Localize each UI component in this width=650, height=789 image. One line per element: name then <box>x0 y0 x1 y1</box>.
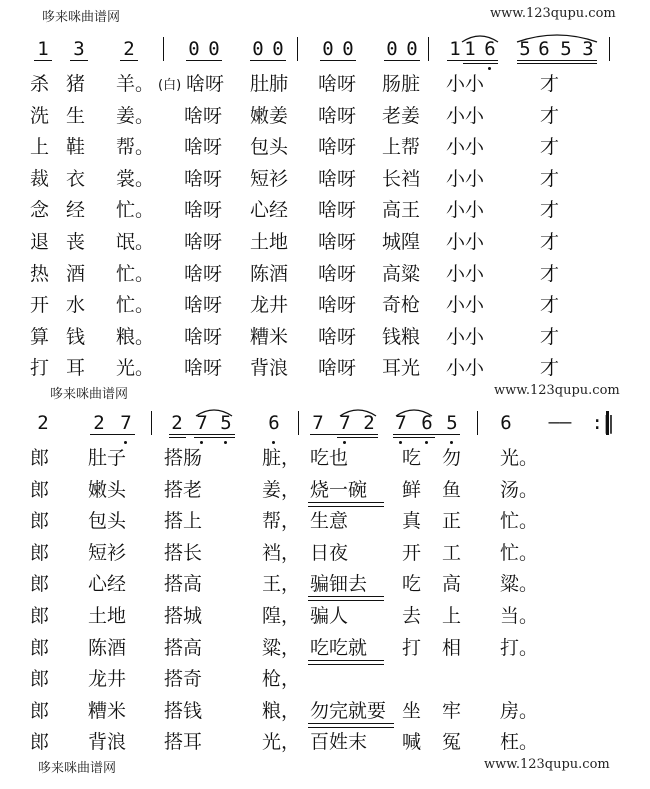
lyric-syllable: 郎 <box>30 668 50 691</box>
lyric-syllable: 糟米 <box>250 325 289 348</box>
lyric-syllable: 肠脏 <box>382 73 421 95</box>
lyric-syllable: 喊 <box>402 731 422 754</box>
lyric-syllable: 光。 <box>116 357 155 380</box>
lyric-syllable: 啥呀 <box>318 199 357 222</box>
lyric-syllable: 啥呀 <box>318 294 357 317</box>
watermark-left-middle: 哆来咪曲谱网 <box>50 387 129 402</box>
lyric-syllable: 鲜 <box>402 478 422 501</box>
lyric-syllable: 郎 <box>30 510 50 533</box>
lyric-syllable: 心经 <box>88 573 127 596</box>
barline <box>163 37 164 61</box>
beam-underline <box>393 437 435 438</box>
lyric-line <box>0 321 650 353</box>
lyric-syllable: 吃吃就 <box>310 636 368 659</box>
note: 5 <box>220 412 232 434</box>
lyric-syllable: 汤。 <box>500 478 539 501</box>
lyric-syllable: 嫩姜 <box>250 104 289 127</box>
lyric-syllable: 心经 <box>250 199 289 222</box>
lyric-syllable: 帮。 <box>116 136 155 159</box>
lyric-syllable: 小小 <box>446 231 485 253</box>
note: 3 <box>582 38 594 60</box>
lyric-syllable: 啥呀 <box>184 231 223 253</box>
lyric-line <box>0 194 650 226</box>
lyric-syllable: 打 <box>30 357 50 380</box>
beam-underline <box>517 60 597 61</box>
lyric-syllable: 龙井 <box>250 294 289 317</box>
lyric-syllable: 上 <box>30 136 50 159</box>
lyric-line <box>0 695 650 727</box>
beam-underline <box>337 437 378 438</box>
lyric-syllable: 啥呀 <box>318 325 357 348</box>
lyric-syllable: 热 <box>30 262 50 285</box>
lyric-syllable: 才 <box>540 325 560 348</box>
lyric-syllable: 王， <box>262 573 301 596</box>
lyric-syllable: 背浪 <box>88 731 127 754</box>
lyric-syllable: 郎 <box>30 636 50 659</box>
beam-underline <box>250 60 286 61</box>
note: 0 <box>386 38 398 60</box>
slur <box>460 32 500 44</box>
lyric-syllable: 裁 <box>30 167 50 190</box>
lyric-syllable: 裆， <box>262 541 301 564</box>
lyric-syllable: 骗钿去 <box>310 573 368 596</box>
lyric-syllable: 脏， <box>262 447 301 469</box>
lyric-syllable: 搭耳 <box>164 731 203 754</box>
lyric-line <box>0 131 650 163</box>
lyric-syllable: 郎 <box>30 699 50 722</box>
slur <box>194 406 234 418</box>
lyric-syllable: 忙。 <box>500 510 539 533</box>
lyric-line <box>0 442 650 474</box>
lyric-syllable: 短衫 <box>88 541 127 564</box>
lyric-syllable: 开 <box>30 294 50 317</box>
lyric-syllable: 枉。 <box>500 731 539 754</box>
note: 0 <box>322 38 334 60</box>
barline <box>297 37 298 61</box>
lyric-syllable: 啥呀 <box>318 136 357 159</box>
lyric-syllable: 打 <box>402 636 422 659</box>
lyric-syllable: 包头 <box>250 136 289 159</box>
note: 0 <box>188 38 200 60</box>
lyric-syllable: 长裆 <box>382 167 421 190</box>
watermark-right-bottom: www.123qupu.com <box>484 757 610 772</box>
lyric-line <box>0 537 650 569</box>
note: 7 <box>395 412 407 434</box>
beam-underline <box>384 60 420 61</box>
lyric-syllable: 才 <box>540 104 560 127</box>
lyric-syllable: 郎 <box>30 605 50 627</box>
lyric-syllable: 日夜 <box>310 541 349 564</box>
lyric-syllable: 开 <box>402 541 422 564</box>
lyric-syllable: 枪， <box>262 668 301 691</box>
lyric-syllable: 城隍 <box>382 231 421 253</box>
lyric-syllable: 鞋 <box>66 136 86 159</box>
lyric-syllable: 吃 <box>402 573 422 596</box>
beam-underline <box>463 63 498 64</box>
lyric-syllable: 老姜 <box>382 104 421 127</box>
lyric-syllable: 小小 <box>446 325 485 348</box>
lyric-line <box>0 226 650 258</box>
note: 1 <box>37 38 49 60</box>
lyric-syllable: 啥呀 <box>184 104 223 127</box>
lyric-syllable: 奇枪 <box>382 294 421 317</box>
lyric-syllable: 啥呀 <box>318 262 357 285</box>
note: 0 <box>272 38 284 60</box>
lyric-syllable: 钱 <box>66 325 86 348</box>
lyric-line <box>0 289 650 321</box>
lyric-syllable: 氓。 <box>116 231 155 253</box>
note: 7 <box>196 412 208 434</box>
lyric-syllable: 光。 <box>500 447 539 469</box>
lyric-syllable: 郎 <box>30 573 50 596</box>
note: 2 <box>37 412 49 434</box>
lyric-syllable: 高粱 <box>382 262 421 285</box>
lyric-syllable: 牢 <box>442 699 462 722</box>
lyric-line <box>0 505 650 537</box>
lyric-syllable: 才 <box>540 231 560 253</box>
beam-underline <box>169 437 186 438</box>
lyric-syllable: 肚肺 <box>250 73 289 95</box>
note: 7 <box>312 412 324 434</box>
final-barline <box>606 411 609 435</box>
lyric-line <box>0 163 650 195</box>
system1-notation <box>0 38 650 72</box>
note: 2 <box>363 412 375 434</box>
lyric-syllable: 啥呀 <box>318 231 357 253</box>
lyric-syllable: 上帮 <box>382 136 421 159</box>
system2-notation <box>0 412 650 446</box>
lyric-line <box>0 258 650 290</box>
lyric-syllable: 打。 <box>500 636 539 659</box>
lyric-syllable: 土地 <box>88 605 127 627</box>
lyric-syllable: 退 <box>30 231 50 253</box>
lyric-syllable: 小小 <box>446 357 485 380</box>
lyric-syllable: 吃 <box>402 447 422 469</box>
lyric-syllable: 姜。 <box>116 104 155 127</box>
lyric-syllable: 钱粮 <box>382 325 421 348</box>
lyric-syllable: 当。 <box>500 605 539 627</box>
slur <box>338 406 378 418</box>
beam-underline <box>34 60 52 61</box>
lyric-syllable: 包头 <box>88 510 127 533</box>
watermark-left-bottom: 哆来咪曲谱网 <box>38 761 117 776</box>
note: 0 <box>252 38 264 60</box>
lyric-syllable: 姜， <box>262 478 301 501</box>
beam-underline <box>393 434 460 435</box>
barline <box>477 411 478 435</box>
lyric-syllable: 洗 <box>30 104 50 127</box>
lyric-syllable: 短衫 <box>250 167 289 190</box>
note: 0 <box>406 38 418 60</box>
lyric-syllable: 冤 <box>442 731 462 754</box>
lyric-syllable: 啥呀 <box>318 167 357 190</box>
lyric-line <box>0 632 650 664</box>
note: 2 <box>171 412 183 434</box>
lyric-syllable: 小小 <box>446 104 485 127</box>
note: 3 <box>73 38 85 60</box>
beam-underline <box>120 60 138 61</box>
lyric-syllable: 算 <box>30 325 50 348</box>
slur <box>515 32 599 44</box>
lyric-syllable: 小小 <box>446 294 485 317</box>
lyric-syllable: 土地 <box>250 231 289 253</box>
note: 2 <box>93 412 105 434</box>
lyric-syllable: 隍， <box>262 605 301 627</box>
lyric-syllable: 糟米 <box>88 699 127 722</box>
lyric-syllable: 耳光 <box>382 357 421 380</box>
note: 6 <box>421 412 433 434</box>
beam-underline <box>90 434 135 435</box>
lyric-syllable: 搭老 <box>164 478 203 501</box>
lyric-syllable: 正 <box>442 510 462 533</box>
lyric-syllable: 工 <box>442 541 462 564</box>
lyric-syllable: 搭钱 <box>164 699 203 722</box>
lyric-syllable: 粮。 <box>116 325 155 348</box>
lyric-syllable: 房。 <box>500 699 539 722</box>
lyric-syllable: 忙。 <box>116 199 155 222</box>
note: 1 <box>449 38 461 60</box>
lyric-syllable: 啥呀 <box>184 294 223 317</box>
beam-underline <box>320 60 356 61</box>
lyric-line <box>0 68 650 100</box>
lyric-syllable: 搭奇 <box>164 668 203 691</box>
note: 6 <box>538 38 550 60</box>
note: 7 <box>120 412 132 434</box>
lyric-line <box>0 568 650 600</box>
beam-underline <box>70 60 88 61</box>
note: 5 <box>519 38 531 60</box>
lyric-syllable: 粮， <box>262 699 301 722</box>
lyric-syllable: 才 <box>540 136 560 159</box>
watermark-right-middle: www.123qupu.com <box>494 383 620 398</box>
lyric-syllable: 骗人 <box>310 605 349 627</box>
note: 1 <box>464 38 476 60</box>
lyric-syllable: 搭长 <box>164 541 203 564</box>
barline <box>298 411 299 435</box>
lyric-syllable: 吃也 <box>310 447 349 469</box>
note: 5 <box>446 412 458 434</box>
lyric-syllable: 高王 <box>382 199 421 222</box>
lyric-syllable: 搭上 <box>164 510 203 533</box>
lyric-syllable: 才 <box>540 357 560 380</box>
lyric-syllable: 啥呀 <box>318 73 357 95</box>
lyric-syllable: 粱， <box>262 636 301 659</box>
lyric-syllable: 羊。 <box>116 73 155 95</box>
lyric-syllable: 真 <box>402 510 422 533</box>
lyric-syllable: 忙。 <box>116 262 155 285</box>
lyric-syllable: 衣 <box>66 167 86 190</box>
lyric-syllable: 肚子 <box>88 447 127 469</box>
lyric-syllable: 啥呀 <box>318 104 357 127</box>
note: 6 <box>268 412 280 434</box>
lyric-syllable: 才 <box>540 199 560 222</box>
lyric-syllable: 念 <box>30 199 50 222</box>
repeat-end: :‖ <box>591 412 615 434</box>
watermark-right-top: www.123qupu.com <box>490 6 616 21</box>
note: 6 <box>484 38 496 60</box>
lyric-syllable: 小小 <box>446 199 485 222</box>
beam-underline <box>186 60 222 61</box>
lyric-syllable: 上 <box>442 605 462 627</box>
lyric-syllable: 小小 <box>446 136 485 159</box>
lyric-line <box>0 726 650 758</box>
lyric-syllable: 忙。 <box>116 294 155 317</box>
lyric-syllable: 嫩头 <box>88 478 127 501</box>
barline <box>609 37 610 61</box>
lyric-syllable: 杀 <box>30 73 50 95</box>
lyric-syllable: 高 <box>442 573 462 596</box>
lyric-syllable: 忙。 <box>500 541 539 564</box>
lyric-syllable: 水 <box>66 294 86 317</box>
lyric-syllable: 背浪 <box>250 357 289 380</box>
beam-underline <box>194 437 235 438</box>
lyric-syllable: 坐 <box>402 699 422 722</box>
dash: —— <box>548 411 572 433</box>
lyric-syllable: 勿 <box>442 447 462 469</box>
slur <box>394 406 434 418</box>
lyric-syllable: 郎 <box>30 541 50 564</box>
lyric-syllable: 搭高 <box>164 573 203 596</box>
lyric-syllable: 才 <box>540 294 560 317</box>
lyric-syllable: 才 <box>540 262 560 285</box>
lyric-syllable: 啥呀 <box>184 357 223 380</box>
beam-underline <box>310 434 378 435</box>
lyric-syllable: 百姓末 <box>310 731 368 754</box>
spoken-mark: (白) <box>158 78 182 93</box>
lyric-syllable: 啥呀 <box>184 167 223 190</box>
lyric-syllable: 啥呀 <box>184 199 223 222</box>
lyric-syllable: 啥呀 <box>186 73 225 95</box>
lyric-syllable: 小小 <box>446 167 485 190</box>
lyric-syllable: 帮， <box>262 510 301 533</box>
lyric-syllable: 小小 <box>446 262 485 285</box>
lyric-line <box>0 100 650 132</box>
lyric-syllable: 陈酒 <box>250 262 289 285</box>
note: 5 <box>560 38 572 60</box>
lyric-syllable: 经 <box>66 199 86 222</box>
lyric-syllable: 勿完就要 <box>310 699 387 722</box>
lyric-syllable: 陈酒 <box>88 636 127 659</box>
lyric-syllable: 生意 <box>310 510 349 533</box>
lyric-syllable: 酒 <box>66 262 86 285</box>
lyric-syllable: 郎 <box>30 478 50 501</box>
note: 6 <box>500 412 512 434</box>
barline <box>428 37 429 61</box>
lyric-syllable: 相 <box>442 636 462 659</box>
lyric-syllable: 光， <box>262 731 301 754</box>
lyric-syllable: 去 <box>402 605 422 627</box>
note: 0 <box>208 38 220 60</box>
lyric-line <box>0 600 650 632</box>
lyric-line <box>0 352 650 384</box>
lyric-syllable: 啥呀 <box>184 262 223 285</box>
lyric-syllable: 搭肠 <box>164 447 203 469</box>
lyric-syllable: 龙井 <box>88 668 127 691</box>
beam-underline <box>447 60 498 61</box>
lyric-syllable: 鱼 <box>442 478 462 501</box>
lyric-syllable: 啥呀 <box>318 357 357 380</box>
lyric-syllable: 粱。 <box>500 573 539 596</box>
lyric-syllable: 猪 <box>66 73 86 95</box>
lyric-syllable: 啥呀 <box>184 136 223 159</box>
lyric-syllable: 小小 <box>446 73 485 95</box>
lyric-line <box>0 663 650 695</box>
lyric-syllable: 耳 <box>66 357 86 380</box>
lyric-syllable: 裳。 <box>116 167 155 190</box>
lyric-syllable: 郎 <box>30 731 50 754</box>
lyric-syllable: 生 <box>66 104 86 127</box>
watermark-left-top: 哆来咪曲谱网 <box>42 10 121 25</box>
note: 0 <box>342 38 354 60</box>
lyric-syllable: 丧 <box>66 231 86 253</box>
lyric-syllable: 才 <box>540 167 560 190</box>
lyric-syllable: 搭高 <box>164 636 203 659</box>
barline <box>151 411 152 435</box>
beam-underline <box>169 434 235 435</box>
lyric-syllable: 烧一碗 <box>310 478 368 501</box>
note: 7 <box>339 412 351 434</box>
lyric-syllable: 啥呀 <box>184 325 223 348</box>
lyric-syllable: 才 <box>540 73 560 95</box>
lyric-line <box>0 474 650 506</box>
lyric-syllable: 搭城 <box>164 605 203 627</box>
note: 2 <box>123 38 135 60</box>
lyric-syllable: 郎 <box>30 447 50 469</box>
beam-underline <box>517 63 597 64</box>
